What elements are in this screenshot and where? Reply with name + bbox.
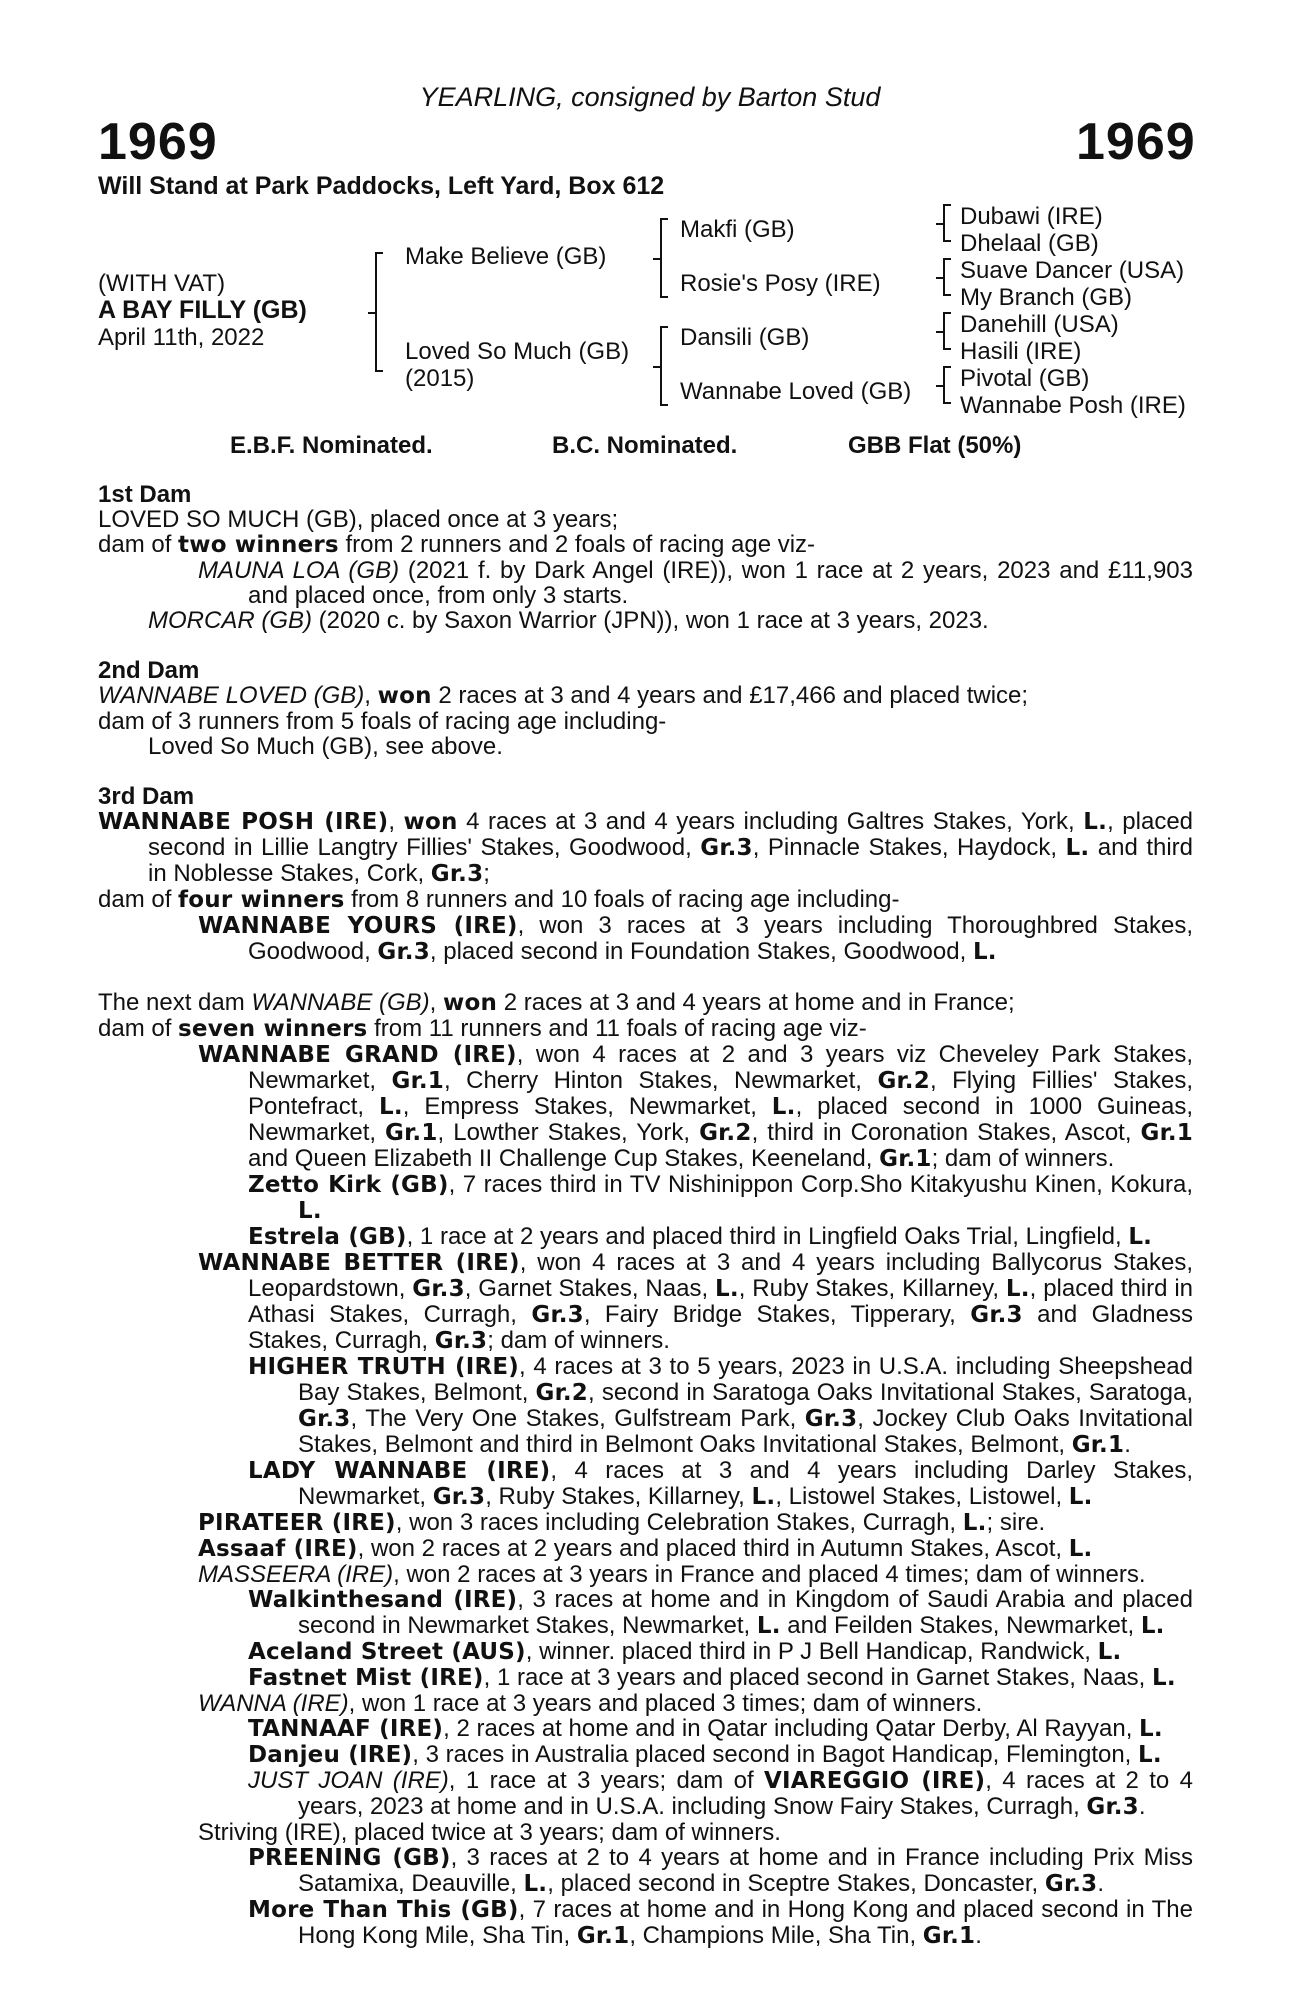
pedigree-brace-sd	[943, 258, 951, 296]
nomination-gbb: GBB Flat (50%)	[848, 432, 1022, 459]
gen3-4: My Branch (GB)	[960, 284, 1133, 311]
gen3-2: Dhelaal (GB)	[960, 230, 1099, 257]
horse-name: A BAY FILLY (GB)	[98, 296, 307, 324]
gen3-3: Suave Dancer (USA)	[960, 257, 1185, 284]
nomination-ebf: E.B.F. Nominated.	[230, 432, 433, 459]
stand-location: Will Stand at Park Paddocks, Left Yard, Box 612	[98, 172, 665, 200]
pedigree-brace-ss	[943, 204, 951, 242]
consignment-line: YEARLING, consigned by Barton Stud	[419, 82, 881, 112]
pedigree-brace-sire	[660, 218, 668, 298]
pedigree-brace-ds	[943, 312, 951, 350]
pedigree-brace-dam	[660, 326, 668, 406]
gen3-5: Danehill (USA)	[960, 311, 1119, 338]
sire-dam: Rosie's Posy (IRE)	[680, 270, 881, 297]
produce-record: 1st Dam LOVED SO MUCH (GB), placed once at 3 years; dam of two winners from 2 runners and 2 foals of racing age viz- MAUNA LOA (GB) (2021 f. by Dark Angel (IRE)), won 1 race at 2 years, 2023 and £11,903 and placed once, from only 3 starts. MORCAR (GB) (2020 c. by Saxon Warrior (JPN)), won 1 race at 3 years, 2023. 2nd Dam WANNABE LOVED (GB), won 2 races at 3 and 4 years and £17,466 and placed twice; dam of 3 runners from 5 foals of racing age including- Loved So Much (GB), see above. 3rd Dam WANNABE POSH (IRE), won 4 races at 3 and 4 years including Galtres Stakes, York, L., placed second in Lillie Langtry Fillies' Stakes, Goodwood, Gr.3, Pinnacle Stakes, Haydock, L. and third in Noblesse Stakes, Cork, Gr.3; dam of four winners from 8 runners and 10 foals of racing age including- WANNABE YOURS (IRE), won 3 races at 3 years including Thoroughbred Stakes, Goodwood, Gr.3, placed second in Foundation Stakes, Goodwood, L. The next dam WANNABE (GB), won 2 races at 3 and 4 years at home and in France; dam of seven winners from 11 runners and 11 foals of racing age viz- WANNABE GRAND (IRE), won 4 races at 2 and 3 years viz Cheveley Park Stakes, Newmarket, Gr.1, Cherry Hinton Stakes, Newmarket, Gr.2, Flying Fillies' Stakes, Pontefract, L., Empress Stakes, Newmarket, L., placed second in 1000 Guineas, Newmarket, Gr.1, Lowther Stakes, York, Gr.2, third in Coronation Stakes, Ascot, Gr.1 and Queen Elizabeth II Challenge Cup Stakes, Keeneland, Gr.1; dam of winners. Zetto Kirk (GB), 7 races third in TV Nishinippon Corp.Sho Kitakyushu Kinen, Kokura, L. Estrela (GB), 1 race at 2 years and placed third in Lingfield Oaks Trial, Lingfield, L. WANNABE BETTER (IRE), won 4 races at 3 and 4 years including Ballycorus Stakes, Leopardstown, Gr.3, Garnet Stakes, Naas, L., Ruby Stakes, Killarney, L., placed third in Athasi Stakes, Curragh, Gr.3, Fairy Bridge Stakes, Tipperary, Gr.3 and Gladness Stakes, Curragh, Gr.3; dam of winners. HIGHER TRUTH (IRE), 4 races at 3 to 5 years, 2023 in U.S.A. including Sheepshead Bay Stakes, Belmont, Gr.2, second in Saratoga Oaks Invitational Stakes, Saratoga, Gr.3, The Very One Stakes, Gulfstream Park, Gr.3, Jockey Club Oaks Invitational Stakes, Belmont and third in Belmont Oaks Invitational Stakes, Belmont, Gr.1. LADY WANNABE (IRE), 4 races at 3 and 4 years including Darley Stakes, Newmarket, Gr.3, Ruby Stakes, Killarney, L., Listowel Stakes, Listowel, L. PIRATEER (IRE), won 3 races including Celebration Stakes, Curragh, L.; sire. Assaaf (IRE), won 2 races at 2 years and placed third in Autumn Stakes, Ascot, L. MASSEERA (IRE), won 2 races at 3 years in France and placed 4 times; dam of winners. Walkinthesand (IRE), 3 races at home and in Kingdom of Saudi Arabia and placed second in Newmarket Stakes, Newmarket, L. and Feilden Stakes, Newmarket, L. Aceland Street (AUS), winner. placed third in P J Bell Handicap, Randwick, L. Fastnet Mist (IRE), 1 race at 3 years and placed second in Garnet Stakes, Naas, L. WANNA (IRE), won 1 race at 3 years and placed 3 times; dam of winners. TANNAAF (IRE), 2 races at home and in Qatar including Qatar Derby, Al Rayyan, L. Danjeu (IRE), 3 races in Australia placed second in Bagot Handicap, Flemington, L. JUST JOAN (IRE), 1 race at 3 years; dam of VIAREGGIO (IRE), 4 races at 2 to 4 years, 2023 at home and in U.S.A. including Snow Fairy Stakes, Curragh, Gr.3. Striving (IRE), placed twice at 3 years; dam of winners. PREENING (GB), 3 races at 2 to 4 years at home and in France including Prix Miss Satamixa, Deauville, L., placed second in Sceptre Stakes, Doncaster, Gr.3. More Than This (GB), 7 races at home and in Hong Kong and placed second in The Hong Kong Mile, Sha Tin, Gr.1, Champions Mile, Sha Tin, Gr.1.	[98, 481, 1194, 1949]
sire-sire: Makfi (GB)	[680, 216, 795, 243]
lot-number-right: 1969	[1076, 113, 1196, 171]
dam-sire: Dansili (GB)	[680, 324, 810, 351]
dam-dam: Wannabe Loved (GB)	[680, 378, 912, 405]
pedigree-brace-main	[375, 252, 383, 372]
dam: Loved So Much (GB)	[405, 338, 630, 365]
first-dam-heading: 1st Dam	[98, 481, 192, 508]
pedigree-brace-dd	[943, 366, 951, 404]
second-dam-heading: 2nd Dam	[98, 657, 200, 684]
vat-note: (WITH VAT)	[98, 270, 226, 297]
foaling-date: April 11th, 2022	[98, 324, 265, 351]
third-dam-heading: 3rd Dam	[98, 783, 195, 810]
lot-number-left: 1969	[98, 113, 218, 171]
gen3-1: Dubawi (IRE)	[960, 203, 1103, 230]
gen3-8: Wannabe Posh (IRE)	[960, 392, 1186, 419]
sire: Make Believe (GB)	[405, 243, 607, 270]
gen3-7: Pivotal (GB)	[960, 365, 1090, 392]
dam-year: (2015)	[405, 365, 475, 392]
gen3-6: Hasili (IRE)	[960, 338, 1082, 365]
nomination-bc: B.C. Nominated.	[552, 432, 738, 459]
